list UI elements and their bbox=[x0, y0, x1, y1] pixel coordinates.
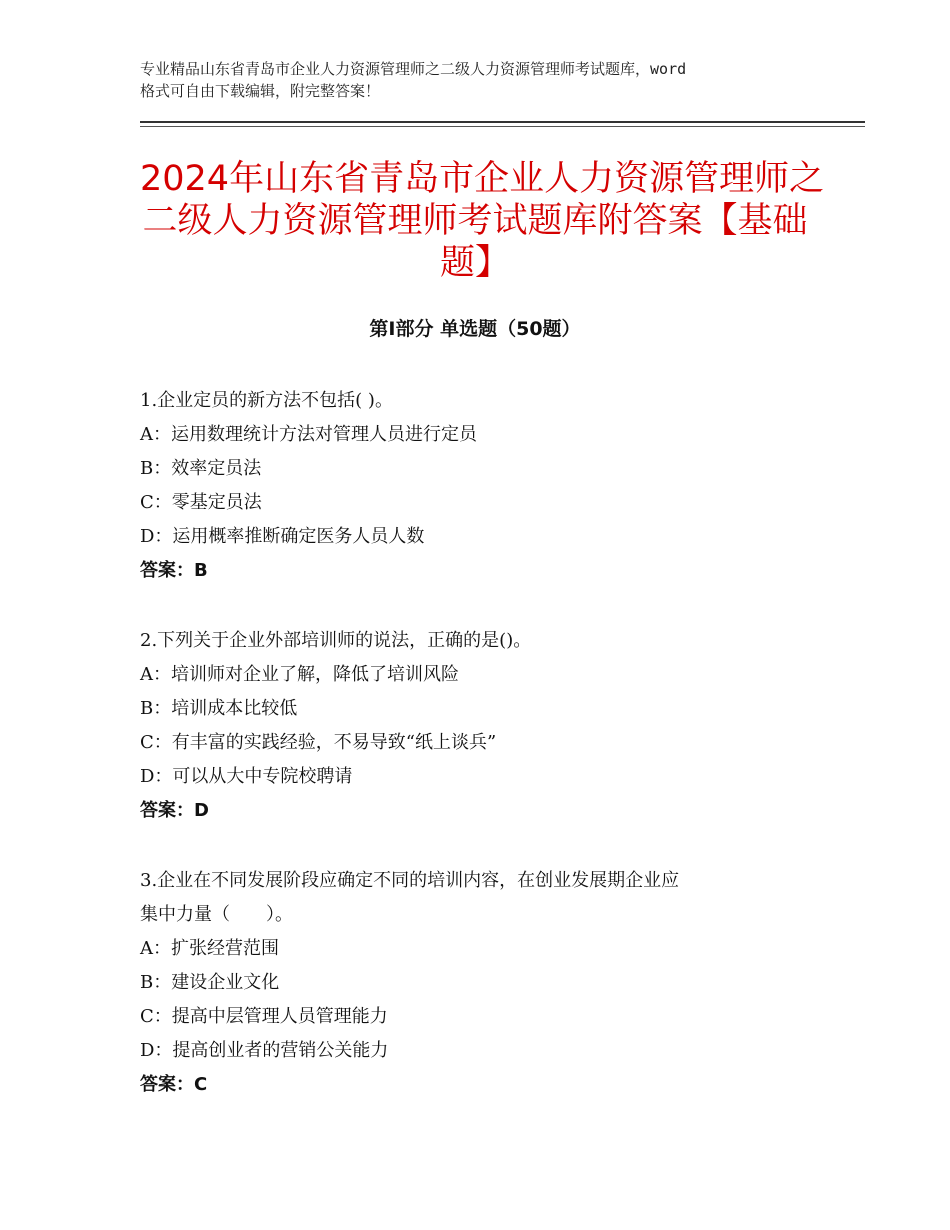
option-c: C：有丰富的实践经验，不易导致“纸上谈兵” bbox=[140, 732, 497, 753]
option-a: A：运用数理统计方法对管理人员进行定员 bbox=[140, 424, 477, 445]
option-b: B：效率定员法 bbox=[140, 458, 262, 479]
document-title-line-3: 题】 bbox=[439, 243, 510, 283]
question-2 bbox=[140, 624, 840, 828]
header-note-line-2: 格式可自由下载编辑，附完整答案！ bbox=[140, 82, 381, 100]
section-title: 第Ⅰ部分 单选题（50题） bbox=[369, 318, 581, 340]
document-title bbox=[140, 158, 825, 284]
document-title-line-1: 2024年山东省青岛市企业人力资源管理师之 bbox=[140, 159, 825, 199]
option-b: B：建设企业文化 bbox=[140, 972, 280, 993]
question-stem: 3.企业在不同发展阶段应确定不同的培训内容，在创业发展期企业应 bbox=[140, 870, 680, 891]
document-title-line-2: 二级人力资源管理师考试题库附答案【基础 bbox=[142, 201, 808, 241]
header-divider-thin bbox=[140, 126, 865, 127]
question-stem-continued: 集中力量（ ）。 bbox=[140, 904, 293, 925]
question-stem: 2.下列关于企业外部培训师的说法，正确的是()。 bbox=[140, 630, 532, 651]
header-divider-thick bbox=[140, 121, 865, 123]
option-c: C：零基定员法 bbox=[140, 492, 262, 513]
option-a: A：培训师对企业了解，降低了培训风险 bbox=[140, 664, 459, 685]
answer: 答案：B bbox=[140, 560, 208, 581]
option-d: D：运用概率推断确定医务人员人数 bbox=[140, 526, 425, 547]
answer: 答案：D bbox=[140, 800, 209, 821]
question-list bbox=[140, 384, 840, 1138]
option-d: D：提高创业者的营销公关能力 bbox=[140, 1040, 389, 1061]
header-note-line-1: 专业精品山东省青岛市企业人力资源管理师之二级人力资源管理师考试题库，word bbox=[140, 60, 687, 78]
header-note bbox=[140, 58, 840, 102]
answer: 答案：C bbox=[140, 1074, 208, 1095]
question-stem: 1.企业定员的新方法不包括( )。 bbox=[140, 390, 393, 411]
option-a: A：扩张经营范围 bbox=[140, 938, 279, 959]
option-d: D：可以从大中专院校聘请 bbox=[140, 766, 353, 787]
question-3 bbox=[140, 864, 840, 1102]
option-c: C：提高中层管理人员管理能力 bbox=[140, 1006, 388, 1027]
question-1 bbox=[140, 384, 840, 588]
option-b: B：培训成本比较低 bbox=[140, 698, 298, 719]
